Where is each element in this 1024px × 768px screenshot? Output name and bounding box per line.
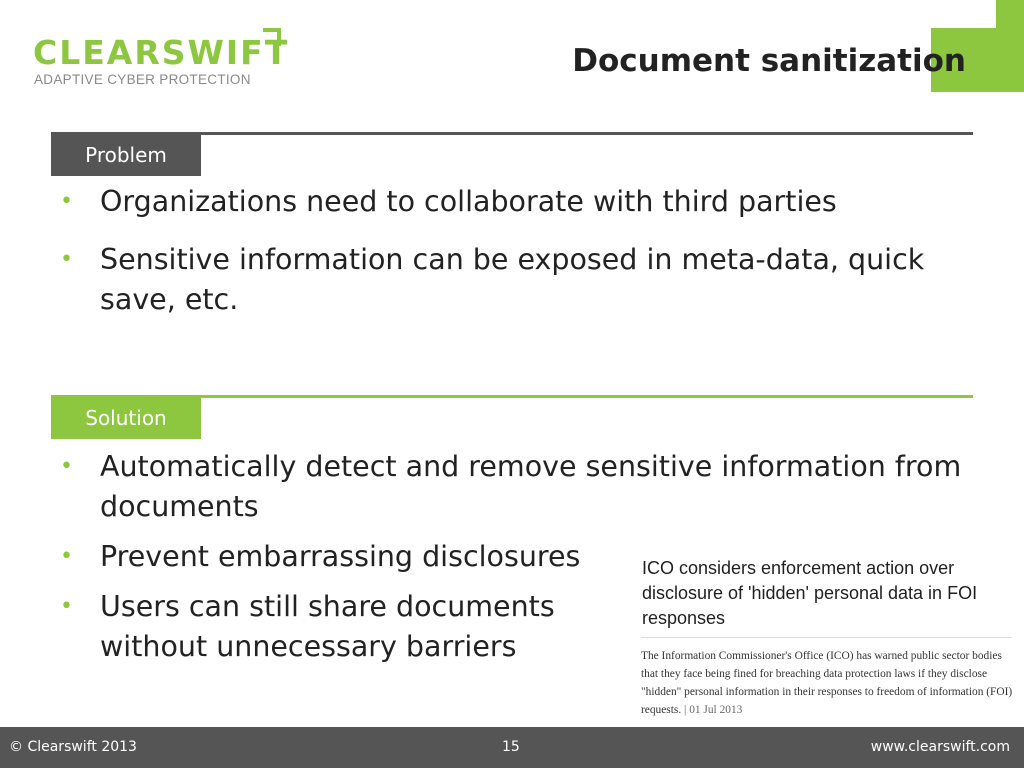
bullet-text: Sensitive information can be exposed in meta-data, quick save, etc. bbox=[100, 243, 925, 316]
logo-wordmark: CLEARSWIFT bbox=[33, 33, 290, 72]
news-divider bbox=[641, 637, 1012, 638]
bullet-text: Automatically detect and remove sensitive information from documents bbox=[100, 450, 962, 523]
bullet-icon: • bbox=[60, 454, 73, 479]
list-item bbox=[56, 587, 600, 667]
logo-tagline: ADAPTIVE CYBER PROTECTION bbox=[34, 72, 251, 87]
list-item bbox=[56, 240, 956, 320]
page-number: 15 bbox=[502, 739, 520, 755]
list-item bbox=[56, 182, 956, 222]
solution-tab: Solution bbox=[51, 397, 201, 439]
corner-accent-notch bbox=[931, 0, 996, 28]
news-body-text: The Information Commissioner's Office (ICO) has warned public sector bodies that they face being fined for breaching data protection laws if they disclose "hidden" personal information in their responses to freedom of information (FOI) requests. bbox=[641, 650, 1013, 716]
clearswift-logo bbox=[33, 28, 293, 92]
bullet-icon: • bbox=[60, 189, 73, 214]
problem-tab: Problem bbox=[51, 134, 201, 176]
bullet-icon: • bbox=[60, 247, 73, 272]
bullet-text: Organizations need to collaborate with third parties bbox=[100, 185, 837, 218]
footer-copyright: © Clearswift 2013 bbox=[9, 739, 137, 755]
news-body bbox=[641, 647, 1013, 719]
slide-title: Document sanitization bbox=[572, 43, 966, 79]
bullet-icon: • bbox=[60, 544, 73, 569]
problem-bullet-list bbox=[56, 182, 956, 320]
list-item bbox=[56, 447, 986, 527]
footer-bar bbox=[0, 727, 1024, 768]
footer-url: www.clearswift.com bbox=[870, 739, 1010, 755]
bullet-text: Prevent embarrassing disclosures bbox=[100, 540, 581, 573]
news-headline: ICO considers enforcement action over disclosure of 'hidden' personal data in FOI responses bbox=[642, 558, 978, 628]
list-item bbox=[56, 537, 620, 577]
news-date-separator: | bbox=[684, 704, 690, 716]
news-date: 01 Jul 2013 bbox=[689, 704, 743, 716]
bullet-icon: • bbox=[60, 594, 73, 619]
bullet-text: Users can still share documents without unnecessary barriers bbox=[100, 590, 555, 663]
news-clipping bbox=[634, 548, 1016, 722]
logo-bracket-mark bbox=[263, 28, 281, 46]
